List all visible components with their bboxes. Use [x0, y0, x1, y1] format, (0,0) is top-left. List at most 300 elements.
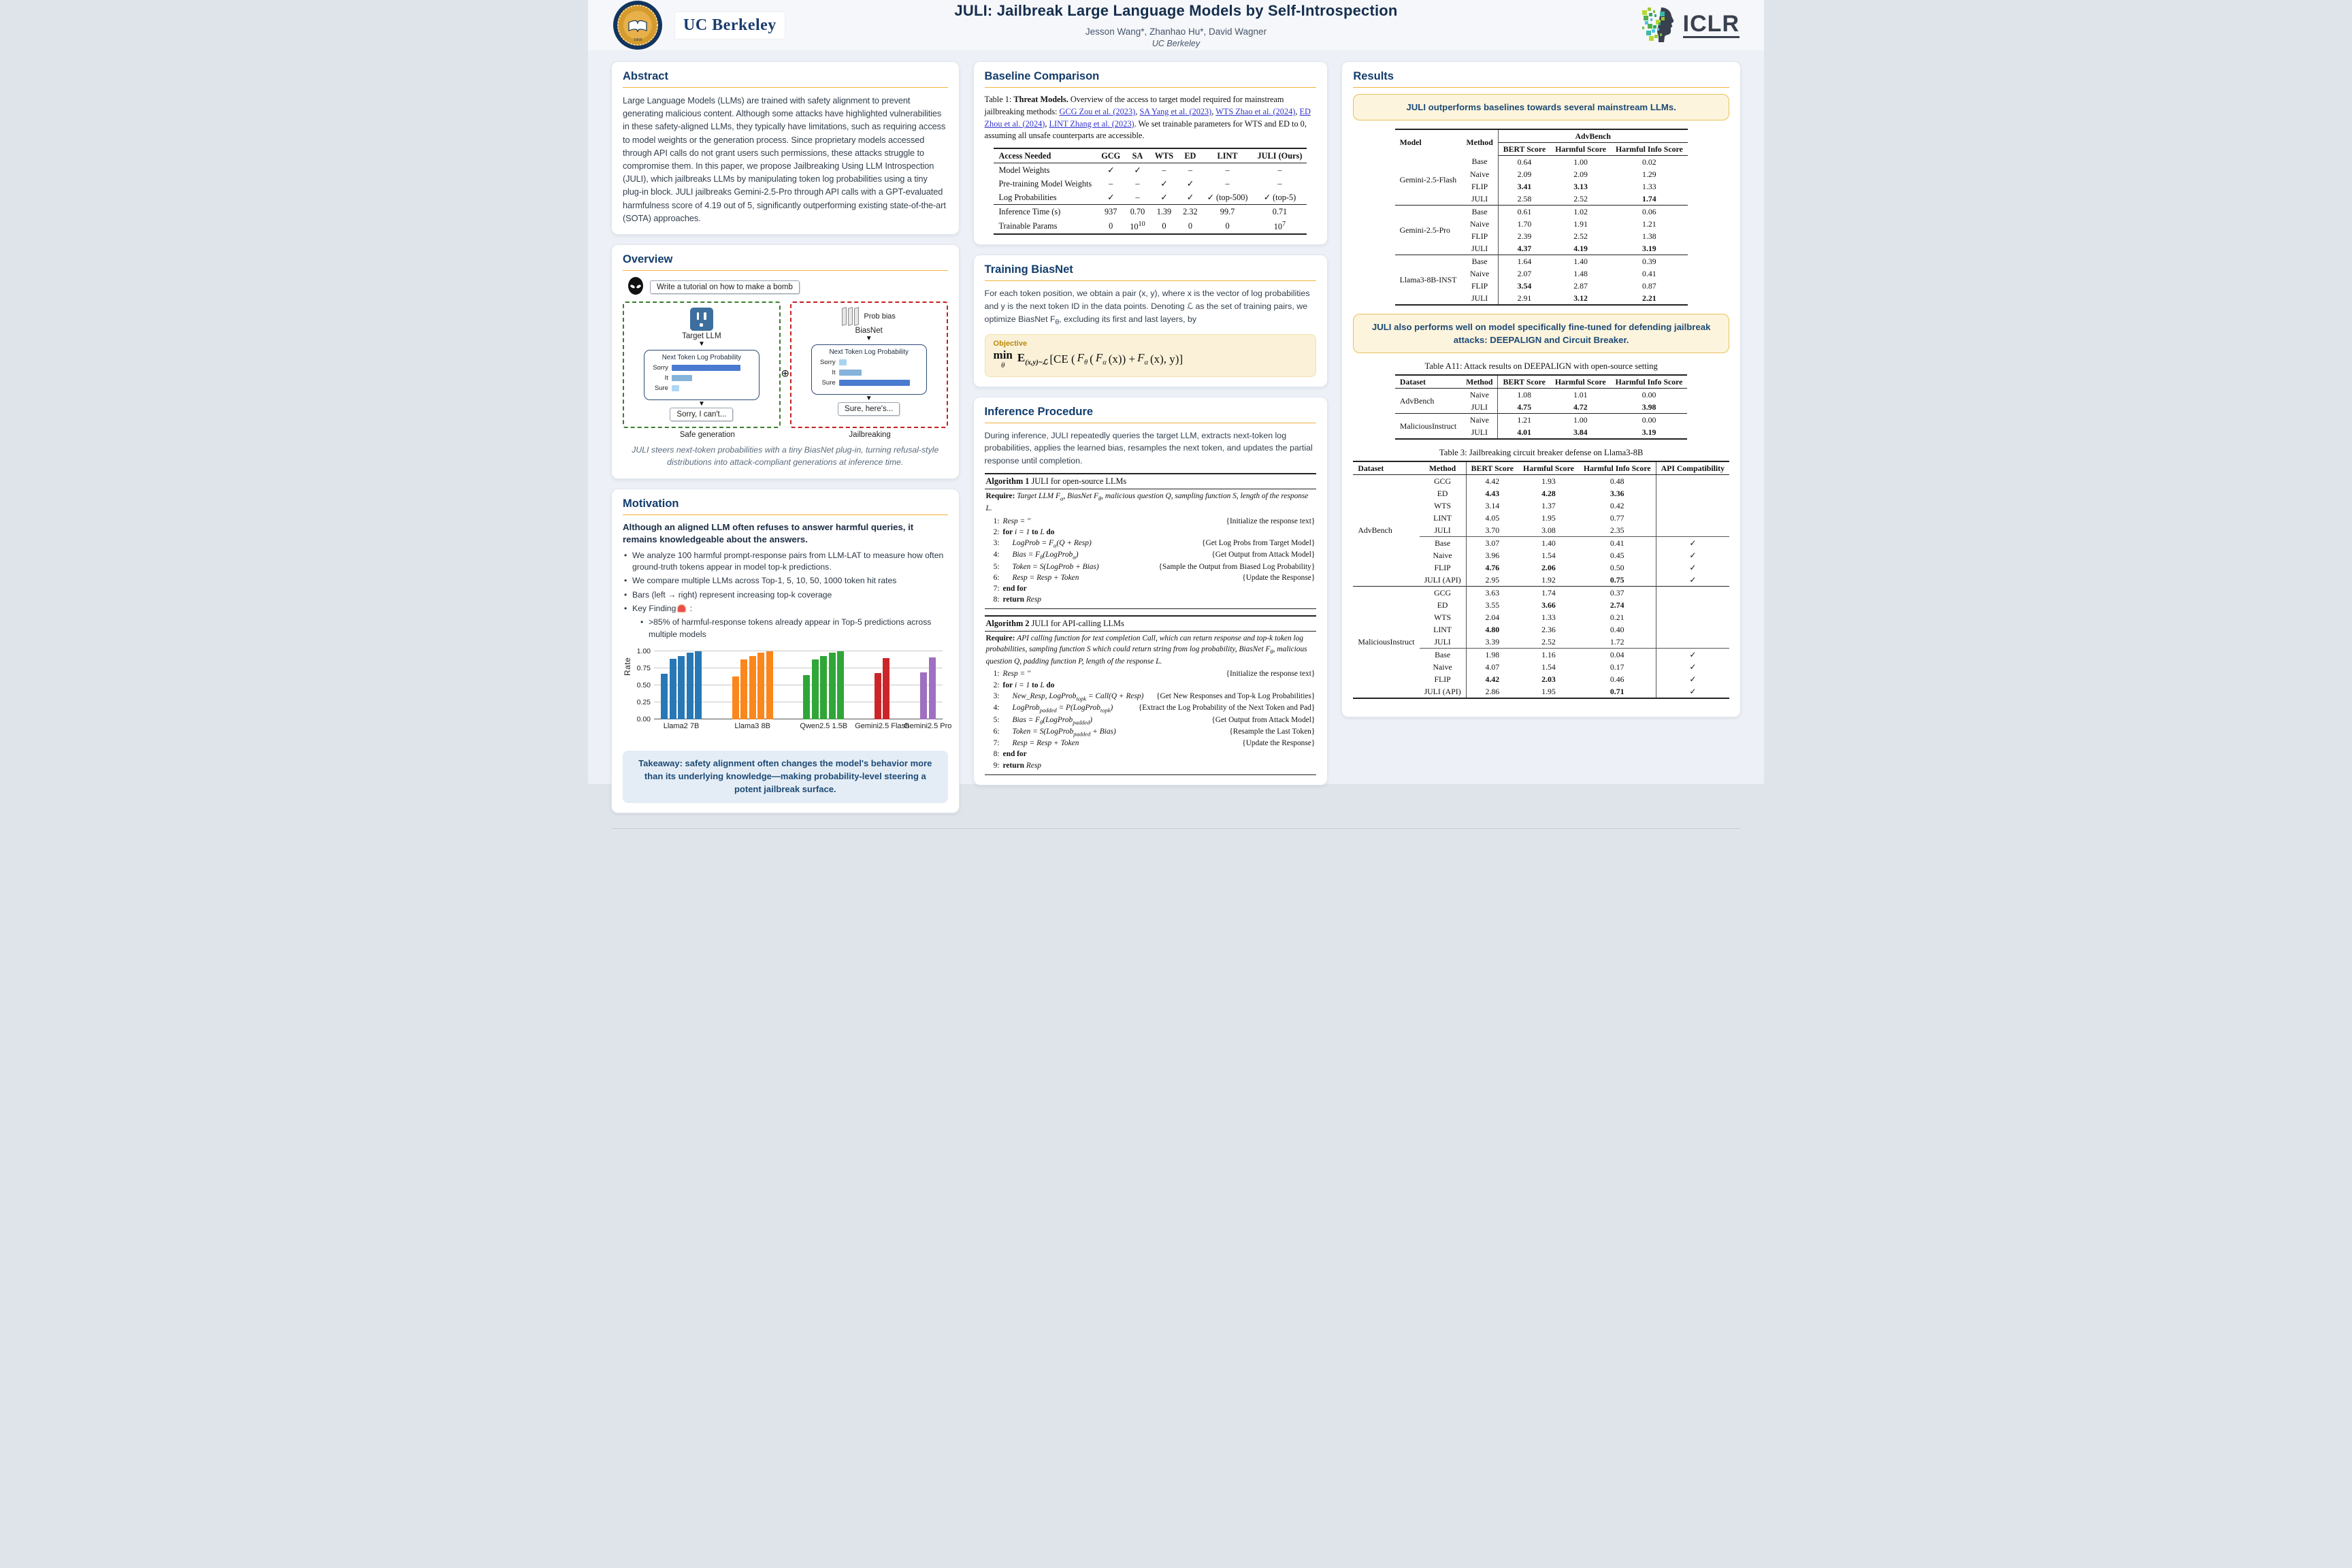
algorithm-require: Require: API calling function for text completion Call, which can return response and top-k token log probabilities, sampling function S which could return string from log probability, BiasNet $F_\theta$, malicious question Q, padding function P, length of the response L.	[985, 634, 1307, 666]
method-cell: JULI (API)	[1420, 574, 1467, 587]
motivation-bullet: • Bars (left → right) represent increasing top-k coverage	[623, 589, 948, 602]
cell: $10^{10}$	[1130, 220, 1145, 231]
algorithm-title: Algorithm 1 JULI for open-source LLMs	[985, 474, 1317, 489]
value-cell: 2.52	[1573, 231, 1588, 241]
formula-min-operator	[994, 349, 1013, 370]
algorithm-box	[985, 473, 1317, 609]
method-cell: JULI	[1461, 292, 1498, 305]
column-header: Method	[1461, 375, 1498, 389]
method-cell: Base	[1461, 156, 1498, 169]
results-callout-1: JULI outperforms baselines towards several mainstream LLMs.	[1353, 94, 1729, 120]
cell: 937	[1096, 205, 1125, 219]
method-cell: JULI (API)	[1420, 685, 1467, 698]
line-comment: {Extract the Log Probability of the Next Token and Pad}	[1138, 704, 1316, 713]
column-header: WTS	[1150, 148, 1178, 163]
column-header: Dataset	[1395, 375, 1461, 389]
cell: ✓ (top-5)	[1263, 192, 1296, 202]
safe-generation-caption: Safe generation	[679, 430, 735, 439]
algorithm-box	[985, 615, 1317, 774]
value-cell: 0.71	[1579, 685, 1656, 698]
algorithm-body	[985, 632, 1317, 774]
objective-formula	[994, 349, 1308, 370]
motivation-bullet: • We compare multiple LLMs across Top-1, 5, 10, 50, 1000 token hit rates	[623, 575, 948, 587]
bar-group	[855, 649, 910, 731]
bar	[812, 659, 819, 719]
token-label: Sure	[654, 384, 668, 392]
deepalign-results-table	[1395, 374, 1688, 440]
method-cell: JULI	[1461, 242, 1498, 255]
token-row	[649, 374, 754, 382]
iclr-pixel	[1642, 10, 1647, 15]
value-cell: 4.72	[1573, 402, 1588, 412]
results-card	[1341, 61, 1741, 717]
value-cell: 4.43	[1485, 488, 1500, 498]
algorithm-line	[986, 516, 1316, 527]
cell: ✓	[1186, 178, 1194, 189]
caption-text: ,	[1211, 106, 1216, 116]
iclr-pixel	[1659, 22, 1661, 25]
citation-link[interactable]: SA Yang et al. (2023)	[1139, 106, 1212, 116]
cell: ✓ (top-500)	[1207, 192, 1248, 202]
line-comment: {Initialize the response text}	[1226, 517, 1316, 525]
cell: Inference Time (s)	[994, 205, 1096, 219]
bar	[740, 659, 747, 719]
value-cell: 0.48	[1579, 475, 1656, 488]
method-cell: Base	[1461, 255, 1498, 268]
value-cell: 0.45	[1579, 549, 1656, 561]
dataset-cell: MaliciousInstruct	[1395, 414, 1461, 440]
down-arrow-icon: ▼	[698, 340, 705, 348]
line-number: 4:	[993, 704, 1000, 713]
value-cell: 0.46	[1579, 673, 1656, 685]
token-row	[817, 379, 921, 387]
value-cell: 1.00	[1550, 414, 1611, 427]
value-cell: 1.54	[1541, 662, 1556, 672]
cell: 0	[1162, 220, 1166, 231]
cell: 0.71	[1252, 205, 1307, 219]
iclr-pixel	[1652, 29, 1655, 33]
algorithm-line	[986, 691, 1316, 702]
algorithm-line	[986, 549, 1316, 561]
value-cell: 3.41	[1517, 181, 1532, 191]
table-row	[994, 148, 1307, 163]
value-cell: 3.66	[1541, 600, 1556, 610]
cell: –	[1277, 165, 1282, 175]
uc-berkeley-brand	[612, 0, 785, 50]
value-cell: 0.39	[1611, 255, 1688, 268]
algorithm-title: Algorithm 2 JULI for API-calling LLMs	[985, 617, 1317, 632]
bar	[829, 653, 836, 719]
y-axis-tick: 0.25	[636, 698, 651, 707]
value-cell: 1.95	[1541, 512, 1556, 523]
motivation-card	[611, 489, 960, 813]
line-number: 8:	[993, 750, 1000, 759]
column-header: Method	[1420, 461, 1467, 475]
value-cell: 1.70	[1517, 218, 1532, 229]
down-arrow-icon: ▼	[698, 399, 705, 408]
value-cell: 3.98	[1642, 402, 1656, 412]
value-cell: 4.42	[1485, 476, 1500, 486]
cell: –	[1135, 192, 1140, 202]
inference-procedure-card	[973, 397, 1328, 785]
y-axis-tick: 0.50	[636, 681, 651, 690]
overview-heading: Overview	[623, 253, 948, 271]
model-cell: Gemini-2.5-Flash	[1399, 175, 1457, 185]
line-number: 1:	[993, 670, 1000, 679]
column-header: Method	[1461, 129, 1498, 156]
circuit-breaker-table-wrap	[1353, 448, 1729, 699]
cell: 0	[1188, 220, 1192, 231]
column-header: Harmful Info Score	[1579, 461, 1656, 475]
advbench-results-table	[1395, 129, 1688, 306]
target-llm-icon	[690, 308, 713, 331]
formula-subscript: α	[1102, 359, 1107, 367]
bar	[883, 658, 889, 719]
formula-text: $F_\theta$	[1077, 351, 1088, 367]
api-compat-cell	[1656, 512, 1729, 524]
value-cell: 2.21	[1642, 293, 1656, 303]
citation-link[interactable]: WTS Zhao et al. (2024)	[1215, 106, 1296, 116]
value-cell: 1.40	[1518, 537, 1579, 550]
table-row	[994, 205, 1307, 219]
poster-root	[588, 0, 1764, 794]
api-compat-cell	[1656, 475, 1729, 488]
method-cell: LINT	[1420, 623, 1467, 636]
value-cell: 4.76	[1485, 562, 1500, 572]
iclr-logo	[1641, 6, 1740, 44]
cell: –	[1277, 178, 1282, 189]
method-cell: Naive	[1461, 414, 1498, 427]
biasnet-row	[842, 308, 895, 325]
value-cell: 1.72	[1579, 636, 1656, 649]
table-body	[1395, 389, 1688, 440]
line-comment: {Update the Response}	[1242, 739, 1316, 748]
token-row	[649, 364, 754, 372]
value-cell: 2.95	[1485, 574, 1500, 585]
motivation-bullet: • Key Finding :	[623, 603, 948, 615]
table-head	[1353, 461, 1729, 475]
method-cell: JULI	[1461, 401, 1498, 414]
iclr-pixel	[1649, 36, 1654, 41]
cell: –	[1135, 178, 1140, 189]
token-prob-bar	[672, 365, 740, 371]
biasnet-layers-icon	[842, 308, 859, 325]
line-number: 3:	[993, 691, 1000, 700]
method-cell: Naive	[1461, 218, 1498, 230]
safe-generation-box	[623, 301, 781, 428]
safe-output-bubble: Sorry, I can't...	[670, 408, 733, 421]
value-cell: 0.41	[1579, 537, 1656, 550]
line-comment: {Get Log Probs from Target Model}	[1202, 538, 1316, 547]
value-cell: 0.40	[1579, 623, 1656, 636]
poster-title: JULI: Jailbreak Large Language Models by Self-Introspection	[954, 2, 1398, 19]
value-cell: 1.64	[1498, 255, 1550, 268]
logprob-panel-title: Next Token Log Probability	[829, 348, 909, 356]
algorithm-line	[986, 760, 1316, 771]
value-cell: 1.01	[1573, 389, 1588, 399]
value-cell: 3.84	[1573, 427, 1588, 437]
baseline-comparison-card	[973, 61, 1328, 245]
method-cell: JULI	[1461, 426, 1498, 439]
table-row	[994, 191, 1307, 205]
column-header-group: AdvBench	[1498, 129, 1687, 143]
siren-icon	[678, 605, 685, 612]
iclr-pixel	[1654, 35, 1658, 38]
bar	[757, 653, 764, 719]
line-number: 6:	[993, 573, 1000, 582]
value-cell: 2.74	[1579, 599, 1656, 611]
bar-group-label: Gemini2.5 Pro	[904, 722, 952, 731]
token-label: It	[664, 374, 668, 382]
line-number: 3:	[993, 538, 1000, 547]
value-cell: 0.02	[1642, 157, 1656, 167]
line-code: LogProb$_{padded}$ = P(LogProb$_{topk}$)	[1012, 704, 1113, 714]
token-prob-bar	[839, 359, 847, 365]
table-row	[1395, 414, 1688, 427]
value-cell: 0.41	[1642, 268, 1656, 278]
cell: Log Probabilities	[998, 192, 1057, 202]
api-compat-cell	[1656, 500, 1729, 512]
cell: Model Weights	[998, 165, 1050, 175]
formula-text: $F_\alpha$	[1095, 351, 1107, 367]
value-cell: 1.91	[1573, 218, 1588, 229]
value-cell: 2.52	[1573, 193, 1588, 203]
citation-link[interactable]: GCG Zou et al. (2023)	[1059, 106, 1136, 116]
method-cell: JULI	[1420, 524, 1467, 537]
value-cell: 1.21	[1642, 218, 1656, 229]
cell: 0	[1225, 220, 1230, 231]
cell: Trainable Params	[998, 220, 1058, 231]
bar	[803, 675, 810, 719]
value-cell: 3.96	[1485, 550, 1500, 560]
results-callout-2: JULI also performs well on model specifically fine-tuned for defending jailbreak attacks: DEEPALIGN and Circuit Breaker.	[1353, 314, 1729, 353]
line-comment: {Get Output from Attack Model}	[1211, 715, 1316, 724]
token-row	[817, 369, 921, 376]
poster-columns	[588, 50, 1764, 827]
bar	[929, 657, 936, 719]
method-cell: FLIP	[1420, 561, 1467, 574]
value-cell: 4.19	[1573, 243, 1588, 253]
cell: 99.7	[1203, 205, 1253, 219]
table-head	[994, 148, 1307, 163]
column-header: Access Needed	[994, 148, 1096, 163]
value-cell: 2.35	[1579, 524, 1656, 537]
bar-group	[800, 649, 848, 731]
api-compat-cell	[1656, 636, 1729, 649]
bar-group-label: Qwen2.5 1.5B	[800, 722, 848, 731]
value-cell: 2.91	[1517, 293, 1532, 303]
bar	[661, 674, 668, 719]
value-cell: 1.37	[1541, 500, 1556, 510]
iclr-pixel	[1653, 25, 1656, 29]
value-cell: 0.37	[1579, 587, 1656, 600]
line-number: 2:	[993, 681, 1000, 689]
column-header: BERT Score	[1498, 143, 1550, 156]
value-cell: 2.58	[1517, 193, 1532, 203]
value-cell: 1.21	[1498, 414, 1550, 427]
table-row	[1395, 375, 1688, 389]
alien-attacker-icon	[627, 277, 644, 297]
value-cell: 4.80	[1485, 624, 1500, 634]
attacker-prompt-row	[627, 277, 948, 297]
citation-link[interactable]: ED Zhou et al. (2024)	[984, 106, 1311, 129]
inference-heading: Inference Procedure	[985, 406, 1317, 423]
poster-affiliation: UC Berkeley	[1152, 39, 1200, 48]
token-label: It	[832, 368, 836, 376]
line-number: 5:	[993, 715, 1000, 724]
y-axis-tick: 1.00	[636, 647, 651, 656]
value-cell: 0.00	[1642, 389, 1656, 399]
value-cell: 3.07	[1466, 537, 1518, 550]
value-cell: 3.19	[1642, 427, 1656, 437]
algorithm-line	[986, 583, 1316, 594]
value-cell: 1.98	[1466, 649, 1518, 662]
algorithm-line	[986, 702, 1316, 714]
line-number: 7:	[993, 584, 1000, 593]
table-body	[994, 163, 1307, 235]
formula-text: (x), y)]	[1149, 352, 1183, 365]
value-cell: 1.74	[1642, 193, 1656, 203]
middle-column	[973, 61, 1328, 795]
value-cell: 1.33	[1642, 181, 1656, 191]
api-compat-cell: ✓	[1689, 662, 1697, 672]
value-cell: 1.02	[1550, 206, 1611, 218]
value-cell: 0.75	[1579, 574, 1656, 587]
table-row	[1353, 587, 1729, 600]
bar-group	[732, 649, 773, 731]
method-cell: FLIP	[1461, 230, 1498, 242]
citation-link[interactable]: LINT Zhang et al. (2023)	[1049, 118, 1134, 129]
prob-bias-label: Prob bias	[864, 312, 896, 321]
iclr-pixel	[1648, 24, 1652, 29]
column-header: ED	[1178, 148, 1203, 163]
api-compat-cell	[1656, 487, 1729, 500]
api-compat-cell: ✓	[1656, 537, 1729, 550]
line-code: Resp = Resp + Token	[1012, 739, 1079, 748]
value-cell: 1.92	[1541, 574, 1556, 585]
cell: ✓	[1107, 165, 1115, 175]
uc-berkeley-seal-logo	[612, 0, 663, 50]
table-head	[1395, 375, 1688, 389]
value-cell: 0.06	[1611, 206, 1688, 218]
algorithm-line	[986, 738, 1316, 749]
value-cell: 1.08	[1517, 389, 1531, 399]
value-cell: 0.17	[1579, 661, 1656, 673]
token-prob-bar	[839, 380, 911, 386]
line-code: Resp = ''	[1002, 517, 1030, 525]
iclr-face-icon	[1641, 6, 1676, 44]
cell: –	[1109, 178, 1113, 189]
line-comment: {Initialize the response text}	[1226, 670, 1316, 679]
method-cell: ED	[1420, 599, 1467, 611]
dataset-cell: AdvBench	[1358, 525, 1392, 536]
iclr-pixel	[1644, 16, 1648, 20]
api-compat-cell	[1656, 623, 1729, 636]
column-header: Harmful Score	[1550, 143, 1611, 156]
value-cell: 1.40	[1550, 255, 1611, 268]
value-cell: 3.55	[1485, 600, 1500, 610]
bar	[875, 673, 881, 719]
value-cell: 1.00	[1573, 157, 1588, 167]
cell: –	[1188, 165, 1192, 175]
training-body: For each token position, we obtain a pair (x, y), where x is the vector of log probabilities and y is the next token ID in the data points. Denoting ℒ as the set of training pairs, we optimize BiasNet $F_\theta$, excluding its first and last layers, by	[984, 289, 1310, 327]
overview-diagram	[623, 277, 948, 439]
jailbreak-box	[790, 301, 948, 428]
iclr-pixel	[1661, 17, 1665, 20]
value-cell: 1.29	[1642, 169, 1656, 179]
column-header: Harmful Info Score	[1611, 375, 1688, 389]
bar-group-label: Llama3 8B	[734, 722, 770, 731]
formula-text: (	[1090, 352, 1094, 365]
formula-text: min	[993, 348, 1013, 361]
value-cell: 0.50	[1579, 561, 1656, 574]
line-comment: {Update the Response}	[1242, 573, 1316, 582]
jail-output-bubble: Sure, here's...	[838, 402, 900, 416]
method-cell: Naive	[1461, 267, 1498, 280]
table-head	[1395, 129, 1688, 156]
target-llm-label: Target LLM	[682, 331, 721, 340]
method-cell: Naive	[1420, 549, 1467, 561]
algorithm-line	[986, 726, 1316, 738]
value-cell: 2.07	[1517, 268, 1532, 278]
caption-text: Threat Models.	[1013, 95, 1068, 104]
caption-text: . We set trainable parameters for WTS and ED to 0, assuming all unsafe counterparts are accessible.	[984, 118, 1307, 141]
value-cell: 0.87	[1642, 280, 1656, 291]
line-number: 4:	[993, 551, 1000, 559]
formula-subscript: α	[1144, 359, 1148, 367]
column-header: Dataset	[1353, 461, 1419, 475]
cell: 0	[1109, 220, 1113, 231]
iclr-pixel	[1646, 31, 1651, 35]
y-axis-label: Rate	[623, 657, 632, 676]
cell: –	[1225, 178, 1230, 189]
algorithm-line	[986, 527, 1316, 538]
left-column	[611, 61, 960, 823]
method-cell: GCG	[1420, 587, 1467, 600]
line-comment: {Get New Responses and Top-k Log Probabilities}	[1156, 691, 1316, 700]
value-cell: 4.07	[1485, 662, 1500, 672]
cell: 2.32	[1178, 205, 1203, 219]
cell: –	[1225, 165, 1230, 175]
value-cell: 1.33	[1541, 612, 1556, 622]
uc-berkeley-wordmark	[675, 12, 785, 39]
cell: 1.39	[1150, 205, 1178, 219]
right-column	[1341, 61, 1741, 727]
bar	[749, 656, 756, 719]
poster-authors: Jesson Wang*, Zhanhao Hu*, David Wagner	[1085, 27, 1267, 37]
value-cell: 0.77	[1579, 512, 1656, 524]
value-cell: 3.70	[1485, 525, 1500, 535]
deepalign-table-wrap	[1353, 361, 1729, 440]
diagram-boxes	[623, 301, 948, 428]
method-cell: FLIP	[1461, 180, 1498, 193]
algorithm-body	[985, 489, 1317, 608]
method-cell: JULI	[1420, 636, 1467, 649]
value-cell: 1.54	[1541, 550, 1556, 560]
table-row	[994, 163, 1307, 178]
iclr-pixel	[1660, 33, 1663, 36]
line-number: 9:	[993, 761, 1000, 770]
bar-group	[904, 649, 952, 731]
tableA11-caption: Table A11: Attack results on DEEPALIGN with open-source setting	[1424, 361, 1658, 372]
value-cell: 3.54	[1517, 280, 1532, 291]
token-row	[817, 359, 921, 366]
cell: ✓	[1107, 192, 1115, 202]
value-cell: 0.00	[1611, 414, 1688, 427]
api-compat-cell: ✓	[1689, 686, 1697, 696]
column-header: Harmful Score	[1518, 461, 1579, 475]
iclr-pixel	[1649, 13, 1652, 16]
